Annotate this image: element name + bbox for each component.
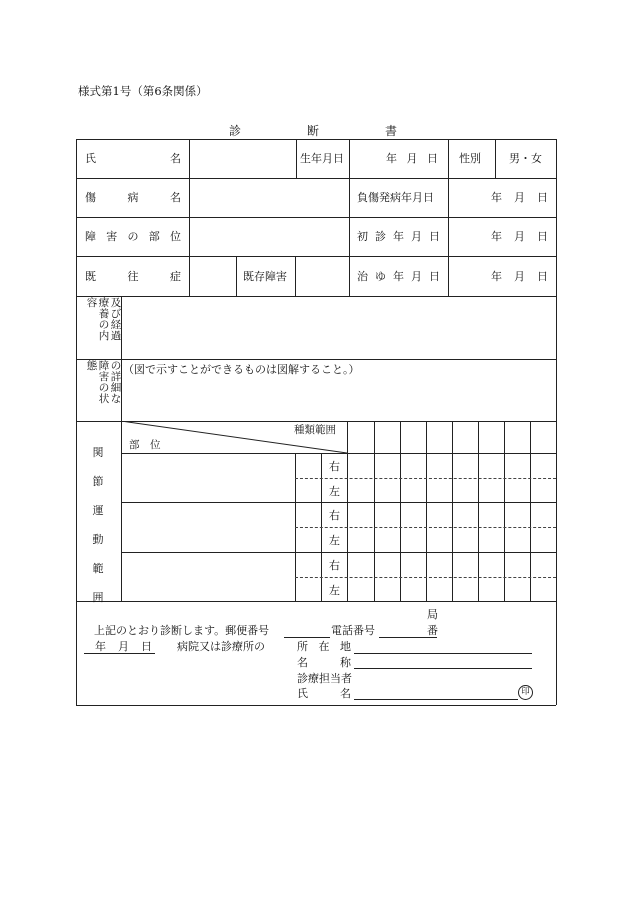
issue-date-field[interactable] <box>95 641 152 652</box>
detail-char: 害 <box>98 371 110 383</box>
part-label: 部 位 <box>129 439 161 451</box>
birth-year: 年 <box>386 152 397 165</box>
site-label-char: 部 <box>148 230 160 243</box>
birth-date-label: 生年月日 <box>300 152 344 165</box>
detail-char: 詳 <box>110 371 122 383</box>
phone-underline[interactable] <box>379 637 437 638</box>
disability-site-label <box>85 231 181 242</box>
left-label: 左 <box>329 485 340 498</box>
joint-char: 関 <box>92 446 104 459</box>
first-visit-char: 日 <box>429 230 440 243</box>
onset-month: 月 <box>514 191 525 204</box>
cure-label-char: 日 <box>429 270 440 283</box>
history-label-char: 症 <box>170 270 181 283</box>
name-field[interactable] <box>190 140 295 177</box>
issue-year: 年 <box>95 640 106 653</box>
site-label-char: の <box>127 230 139 243</box>
existing-disability-field[interactable] <box>296 257 348 295</box>
joint-part-field-3[interactable] <box>122 553 294 600</box>
postal-code-underline[interactable] <box>284 637 330 638</box>
right-label: 右 <box>329 509 340 522</box>
joint-char: 節 <box>92 475 104 488</box>
history-label-char: 既 <box>85 270 96 283</box>
treatment-label <box>86 298 122 342</box>
disease-label-char: 傷 <box>85 191 96 204</box>
title-char: 書 <box>384 124 397 138</box>
first-visit-char: 年 <box>393 230 404 243</box>
first-visit-month: 月 <box>514 230 525 243</box>
name-label <box>85 153 181 164</box>
cure-month: 月 <box>514 270 525 283</box>
cure-day: 日 <box>537 270 548 283</box>
number-label: 番 <box>427 624 438 637</box>
cure-label-char: 月 <box>411 270 422 283</box>
doctor-name-char: 名 <box>340 687 351 700</box>
address-label <box>297 641 351 652</box>
treatment-field[interactable] <box>122 297 555 358</box>
title-char: 診 <box>229 124 242 138</box>
address-char: 所 <box>297 640 308 653</box>
onset-day: 日 <box>537 191 548 204</box>
detail-char: 障 <box>98 360 110 372</box>
facility-name-label <box>297 657 351 668</box>
detail-label <box>86 361 122 405</box>
treatment-char: の <box>98 319 110 331</box>
site-label-char: 位 <box>170 230 181 243</box>
doctor-name-label <box>297 688 351 699</box>
treatment-char: 過 <box>110 330 122 342</box>
joint-char: 運 <box>92 504 104 517</box>
hospital-label: 病院又は診療所の <box>177 640 265 653</box>
first-visit-char: 月 <box>411 230 422 243</box>
doctor-name-underline[interactable] <box>354 699 518 700</box>
address-char: 在 <box>318 640 330 653</box>
birth-date-field[interactable] <box>386 153 438 164</box>
existing-disability-label: 既存障害 <box>243 270 287 283</box>
site-label-char: 害 <box>106 230 118 243</box>
first-visit-char: 診 <box>375 230 386 243</box>
cure-label-char: 治 <box>357 270 368 283</box>
first-visit-year: 年 <box>491 230 502 243</box>
birth-day: 日 <box>427 152 438 165</box>
left-label: 左 <box>329 584 340 597</box>
first-visit-char: 初 <box>357 230 368 243</box>
cure-label-char: ゆ <box>375 270 386 283</box>
onset-date-label: 負傷発病年月日 <box>357 191 434 204</box>
disease-label <box>85 192 181 203</box>
doctor-label: 診療担当者 <box>297 672 352 685</box>
address-char: 地 <box>340 640 351 653</box>
cure-date-label <box>357 271 440 282</box>
right-label: 右 <box>329 460 340 473</box>
treatment-char: び <box>110 308 122 320</box>
joint-char: 範 <box>92 562 104 575</box>
facility-char: 名 <box>297 656 308 669</box>
address-underline[interactable] <box>354 653 532 654</box>
treatment-char: 経 <box>110 319 122 331</box>
cure-year: 年 <box>491 270 502 283</box>
facility-name-underline[interactable] <box>354 668 532 669</box>
seal-icon: 印 <box>518 685 533 700</box>
birth-month: 月 <box>406 152 418 165</box>
onset-date-field[interactable] <box>491 192 548 203</box>
type-range-label: 種類範囲 <box>294 424 336 436</box>
cure-date-field[interactable] <box>491 271 548 282</box>
medical-history-label <box>85 271 181 282</box>
detail-char: 細 <box>110 382 122 394</box>
disease-label-char: 名 <box>170 191 181 204</box>
phone-label: 電話番号 <box>331 624 375 637</box>
first-visit-day: 日 <box>537 230 548 243</box>
detail-field[interactable] <box>122 378 555 420</box>
medical-history-field[interactable] <box>190 257 235 295</box>
detail-note: （図で示すことができるものは図解すること。） <box>123 363 360 376</box>
name-label-char: 氏 <box>85 152 96 165</box>
sex-label: 性別 <box>459 152 481 165</box>
treatment-char: 養 <box>98 308 110 320</box>
joint-range-label <box>90 444 106 605</box>
treatment-char: 内 <box>98 330 110 342</box>
joint-part-field-1[interactable] <box>122 454 294 501</box>
treatment-char: 容 <box>86 297 98 309</box>
issue-day: 日 <box>141 640 152 653</box>
treatment-char: 療 <box>98 297 110 309</box>
detail-char: な <box>110 393 122 405</box>
history-label-char: 往 <box>127 270 139 283</box>
right-label: 右 <box>329 559 340 572</box>
sex-select[interactable]: 男・女 <box>509 152 542 165</box>
cure-label-char: 年 <box>393 270 404 283</box>
joint-char: 動 <box>92 533 104 546</box>
onset-year: 年 <box>491 191 502 204</box>
left-label: 左 <box>329 534 340 547</box>
statement-text: 上記のとおり診断します。郵便番号 <box>94 624 270 637</box>
disability-site-field[interactable] <box>190 218 348 255</box>
detail-char: の <box>98 382 110 394</box>
name-label-char: 名 <box>170 152 181 165</box>
doctor-name-char: 氏 <box>297 687 308 700</box>
disease-label-char: 病 <box>127 191 139 204</box>
title-char: 断 <box>306 124 319 138</box>
form-number: 様式第1号（第6条関係） <box>78 84 208 98</box>
issue-month: 月 <box>118 640 129 653</box>
issue-date-underline <box>84 653 155 654</box>
document-title <box>229 125 397 137</box>
treatment-char: 及 <box>110 297 122 309</box>
joint-part-field-2[interactable] <box>122 503 294 551</box>
station-label: 局 <box>427 608 438 621</box>
detail-char: 状 <box>98 393 110 405</box>
detail-char: 態 <box>86 360 98 372</box>
first-visit-label <box>357 231 440 242</box>
disease-name-field[interactable] <box>190 179 348 216</box>
detail-char: の <box>110 360 122 372</box>
facility-char: 称 <box>340 656 351 669</box>
joint-char: 囲 <box>92 591 104 604</box>
first-visit-date-field[interactable] <box>491 231 548 242</box>
site-label-char: 障 <box>85 230 96 243</box>
